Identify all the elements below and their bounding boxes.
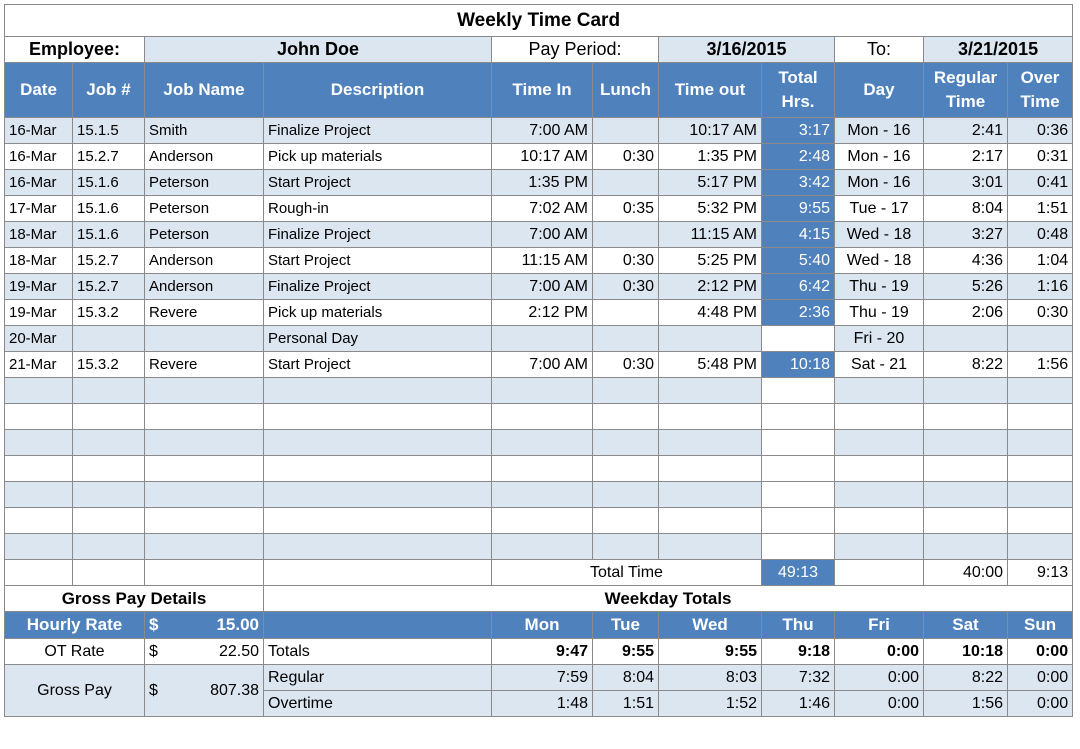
entry-time-in[interactable] [492, 534, 593, 560]
table-row [5, 508, 1073, 534]
entry-lunch[interactable]: 0:30 [593, 248, 659, 274]
entry-job-number[interactable] [73, 326, 145, 352]
entry-description[interactable] [264, 534, 492, 560]
entry-lunch[interactable] [593, 482, 659, 508]
entry-day[interactable] [835, 430, 924, 456]
entry-regular-time[interactable] [924, 378, 1008, 404]
entry-job-number[interactable]: 15.2.7 [73, 144, 145, 170]
ot-rate-label: OT Rate [5, 639, 145, 665]
weekday-header-fri: Fri [835, 612, 924, 639]
weekday-header-thu: Thu [762, 612, 835, 639]
table-row [5, 534, 1073, 560]
entry-time-in[interactable]: 7:00 AM [492, 118, 593, 144]
entry-description[interactable] [264, 430, 492, 456]
weekday-regular-fri: 0:00 [835, 665, 924, 691]
entry-day[interactable] [835, 482, 924, 508]
entry-time-out[interactable] [659, 534, 762, 560]
table-row [5, 326, 1073, 352]
entry-lunch[interactable] [593, 456, 659, 482]
entry-job-number[interactable]: 15.1.6 [73, 170, 145, 196]
entry-total-hours[interactable] [762, 534, 835, 560]
entry-time-out[interactable]: 5:17 PM [659, 170, 762, 196]
table-row [5, 170, 1073, 196]
entry-total-hours[interactable] [762, 430, 835, 456]
entry-date[interactable] [5, 404, 73, 430]
hourly-rate-cell[interactable] [145, 612, 264, 639]
weekday-overtime-wed: 1:52 [659, 691, 762, 717]
total-blank-cell [264, 560, 492, 586]
entry-date[interactable] [5, 534, 73, 560]
entry-date[interactable]: 16-Mar [5, 118, 73, 144]
weekday-header-sat: Sat [924, 612, 1008, 639]
entry-total-hours[interactable] [762, 378, 835, 404]
entry-job-number[interactable] [73, 534, 145, 560]
table-row [5, 222, 1073, 248]
entry-job-number[interactable] [73, 378, 145, 404]
entry-description[interactable]: Finalize Project [264, 274, 492, 300]
entry-over-time[interactable]: 1:51 [1008, 196, 1073, 222]
entry-regular-time[interactable]: 8:22 [924, 352, 1008, 378]
header-time-out: Time out [659, 63, 762, 118]
entry-description[interactable] [264, 508, 492, 534]
entry-date[interactable] [5, 482, 73, 508]
entry-job-name[interactable] [145, 482, 264, 508]
entry-time-in[interactable]: 7:02 AM [492, 196, 593, 222]
entry-total-hours[interactable]: 6:42 [762, 274, 835, 300]
entry-time-out[interactable]: 10:17 AM [659, 118, 762, 144]
entry-day[interactable]: Thu - 19 [835, 300, 924, 326]
weekday-regular-sat: 8:22 [924, 665, 1008, 691]
header-time-in: Time In [492, 63, 593, 118]
entry-day[interactable]: Tue - 17 [835, 196, 924, 222]
entry-time-in[interactable]: 7:00 AM [492, 222, 593, 248]
pay-period-label: Pay Period: [492, 37, 659, 63]
entry-job-number[interactable] [73, 508, 145, 534]
gross-pay-label: Gross Pay [5, 665, 145, 717]
entry-time-out[interactable]: 5:32 PM [659, 196, 762, 222]
ot-rate-value: 22.50 [218, 642, 259, 660]
entry-time-out[interactable] [659, 456, 762, 482]
entry-lunch[interactable] [593, 508, 659, 534]
entry-lunch[interactable] [593, 222, 659, 248]
weekday-totals-label: Weekday Totals [264, 586, 1073, 612]
entry-time-in[interactable] [492, 326, 593, 352]
entry-time-in[interactable] [492, 482, 593, 508]
entry-job-number[interactable] [73, 430, 145, 456]
entry-regular-time[interactable]: 3:01 [924, 170, 1008, 196]
entry-over-time[interactable]: 1:04 [1008, 248, 1073, 274]
weekday-regular-wed: 8:03 [659, 665, 762, 691]
entry-date[interactable]: 18-Mar [5, 248, 73, 274]
entry-time-out[interactable]: 4:48 PM [659, 300, 762, 326]
entry-time-out[interactable] [659, 326, 762, 352]
entry-job-name[interactable] [145, 456, 264, 482]
header-job-name: Job Name [145, 63, 264, 118]
entry-date[interactable]: 20-Mar [5, 326, 73, 352]
entry-time-in[interactable]: 7:00 AM [492, 352, 593, 378]
entry-regular-time[interactable] [924, 430, 1008, 456]
table-row [5, 196, 1073, 222]
entry-job-name[interactable]: Anderson [145, 274, 264, 300]
entry-regular-time[interactable]: 4:36 [924, 248, 1008, 274]
entry-date[interactable]: 16-Mar [5, 144, 73, 170]
weekday-overtime-tue: 1:51 [593, 691, 659, 717]
entry-total-hours[interactable]: 4:15 [762, 222, 835, 248]
entry-day[interactable] [835, 378, 924, 404]
entry-time-out[interactable]: 11:15 AM [659, 222, 762, 248]
entry-time-out[interactable] [659, 404, 762, 430]
weekday-regular-thu: 7:32 [762, 665, 835, 691]
table-row [5, 404, 1073, 430]
weekday-total-sun: 0:00 [1008, 639, 1073, 665]
entry-time-out[interactable] [659, 430, 762, 456]
gross-pay-details-label: Gross Pay Details [5, 586, 264, 612]
entry-over-time[interactable]: 1:56 [1008, 352, 1073, 378]
table-row [5, 274, 1073, 300]
header-day: Day [835, 63, 924, 118]
header-lunch: Lunch [593, 63, 659, 118]
entry-job-name[interactable]: Anderson [145, 144, 264, 170]
entry-job-number[interactable]: 15.1.6 [73, 222, 145, 248]
entry-day[interactable]: Wed - 18 [835, 222, 924, 248]
table-row [5, 378, 1073, 404]
weekday-total-sat: 10:18 [924, 639, 1008, 665]
entry-date[interactable]: 19-Mar [5, 300, 73, 326]
entry-date[interactable] [5, 430, 73, 456]
hourly-rate-value: 15.00 [216, 615, 259, 634]
weekday-overtime-thu: 1:46 [762, 691, 835, 717]
total-blank-cell [835, 560, 924, 586]
entry-job-number[interactable]: 15.1.5 [73, 118, 145, 144]
entry-over-time[interactable] [1008, 430, 1073, 456]
overtime-label: Overtime [264, 691, 492, 717]
gross-pay-value: 807.38 [210, 681, 259, 699]
entry-description[interactable]: Personal Day [264, 326, 492, 352]
entry-job-name[interactable] [145, 534, 264, 560]
entry-time-in[interactable]: 2:12 PM [492, 300, 593, 326]
entry-time-in[interactable] [492, 378, 593, 404]
weekday-header-wed: Wed [659, 612, 762, 639]
entry-total-hours[interactable]: 9:55 [762, 196, 835, 222]
entry-time-in[interactable] [492, 508, 593, 534]
entry-description[interactable] [264, 456, 492, 482]
entry-lunch[interactable] [593, 430, 659, 456]
entry-job-name[interactable]: Smith [145, 118, 264, 144]
header-job-number: Job # [73, 63, 145, 118]
table-row [5, 352, 1073, 378]
entry-total-hours[interactable]: 2:36 [762, 300, 835, 326]
entry-regular-time[interactable]: 2:06 [924, 300, 1008, 326]
entry-regular-time[interactable]: 3:27 [924, 222, 1008, 248]
entry-day[interactable]: Mon - 16 [835, 144, 924, 170]
entry-job-number[interactable] [73, 456, 145, 482]
table-row [5, 118, 1073, 144]
entry-lunch[interactable] [593, 326, 659, 352]
entry-date[interactable]: 16-Mar [5, 170, 73, 196]
gross-pay-cell [145, 665, 264, 717]
entry-date[interactable] [5, 456, 73, 482]
entry-time-out[interactable] [659, 482, 762, 508]
employee-name[interactable]: John Doe [145, 37, 492, 63]
entry-regular-time[interactable] [924, 534, 1008, 560]
weekday-header-mon: Mon [492, 612, 593, 639]
weekday-total-mon: 9:47 [492, 639, 593, 665]
entry-lunch[interactable] [593, 378, 659, 404]
entry-over-time[interactable]: 0:30 [1008, 300, 1073, 326]
entry-lunch[interactable] [593, 404, 659, 430]
weekday-regular-tue: 8:04 [593, 665, 659, 691]
total-blank-cell [73, 560, 145, 586]
total-regular-value: 40:00 [924, 560, 1008, 586]
entry-day[interactable] [835, 508, 924, 534]
entry-job-name[interactable]: Peterson [145, 196, 264, 222]
entry-description[interactable] [264, 378, 492, 404]
entry-lunch[interactable] [593, 170, 659, 196]
entry-over-time[interactable]: 0:31 [1008, 144, 1073, 170]
entry-time-in[interactable]: 11:15 AM [492, 248, 593, 274]
table-row [5, 430, 1073, 456]
pay-period-start[interactable]: 3/16/2015 [659, 37, 835, 63]
entry-time-in[interactable] [492, 456, 593, 482]
to-label: To: [835, 37, 924, 63]
weekday-overtime-sat: 1:56 [924, 691, 1008, 717]
entry-over-time[interactable] [1008, 326, 1073, 352]
entry-date[interactable]: 17-Mar [5, 196, 73, 222]
weekday-total-tue: 9:55 [593, 639, 659, 665]
entry-total-hours[interactable]: 3:42 [762, 170, 835, 196]
entry-date[interactable] [5, 378, 73, 404]
entry-lunch[interactable]: 0:30 [593, 352, 659, 378]
entry-regular-time[interactable]: 2:41 [924, 118, 1008, 144]
entry-lunch[interactable]: 0:30 [593, 144, 659, 170]
entry-job-name[interactable]: Revere [145, 300, 264, 326]
ot-rate-cell [145, 639, 264, 665]
table-row [5, 248, 1073, 274]
entry-date[interactable]: 21-Mar [5, 352, 73, 378]
entry-regular-time[interactable]: 5:26 [924, 274, 1008, 300]
entry-date[interactable] [5, 508, 73, 534]
weekday-overtime-sun: 0:00 [1008, 691, 1073, 717]
entry-day[interactable]: Fri - 20 [835, 326, 924, 352]
entry-time-out[interactable]: 5:25 PM [659, 248, 762, 274]
entry-regular-time[interactable] [924, 482, 1008, 508]
pay-period-end[interactable]: 3/21/2015 [924, 37, 1073, 63]
header-regular-time: Regular Time [924, 63, 1008, 118]
header-total-hours: Total Hrs. [762, 63, 835, 118]
entry-job-number[interactable]: 15.2.7 [73, 274, 145, 300]
entry-lunch[interactable]: 0:30 [593, 274, 659, 300]
entry-over-time[interactable] [1008, 456, 1073, 482]
entry-job-name[interactable]: Peterson [145, 170, 264, 196]
entry-total-hours[interactable] [762, 326, 835, 352]
totals-label: Totals [264, 639, 492, 665]
regular-label: Regular [264, 665, 492, 691]
entry-total-hours[interactable]: 2:48 [762, 144, 835, 170]
entry-over-time[interactable] [1008, 404, 1073, 430]
entry-job-number[interactable]: 15.3.2 [73, 352, 145, 378]
weekday-overtime-fri: 0:00 [835, 691, 924, 717]
entry-lunch[interactable]: 0:35 [593, 196, 659, 222]
weekday-header-sun: Sun [1008, 612, 1073, 639]
entry-total-hours[interactable] [762, 508, 835, 534]
entry-description[interactable]: Pick up materials [264, 300, 492, 326]
entry-total-hours[interactable]: 3:17 [762, 118, 835, 144]
entry-job-number[interactable] [73, 482, 145, 508]
table-row [5, 144, 1073, 170]
weekday-regular-sun: 0:00 [1008, 665, 1073, 691]
entry-day[interactable]: Thu - 19 [835, 274, 924, 300]
entry-time-in[interactable]: 10:17 AM [492, 144, 593, 170]
hourly-rate-label: Hourly Rate [5, 612, 145, 639]
entry-job-name[interactable] [145, 404, 264, 430]
entry-over-time[interactable] [1008, 378, 1073, 404]
entry-over-time[interactable]: 0:41 [1008, 170, 1073, 196]
entry-job-number[interactable]: 15.2.7 [73, 248, 145, 274]
entry-job-name[interactable]: Peterson [145, 222, 264, 248]
entry-regular-time[interactable] [924, 456, 1008, 482]
entry-description[interactable]: Pick up materials [264, 144, 492, 170]
entry-description[interactable]: Rough-in [264, 196, 492, 222]
header-description: Description [264, 63, 492, 118]
entry-job-name[interactable] [145, 326, 264, 352]
entry-date[interactable]: 19-Mar [5, 274, 73, 300]
entry-description[interactable]: Start Project [264, 170, 492, 196]
entry-over-time[interactable]: 0:36 [1008, 118, 1073, 144]
weekday-overtime-mon: 1:48 [492, 691, 593, 717]
entry-over-time[interactable] [1008, 508, 1073, 534]
entry-regular-time[interactable]: 8:04 [924, 196, 1008, 222]
weekly-time-card [4, 4, 1073, 717]
total-time-label: Total Time [492, 560, 762, 586]
entry-total-hours[interactable] [762, 404, 835, 430]
entry-lunch[interactable] [593, 534, 659, 560]
total-time-value: 49:13 [762, 560, 835, 586]
weekday-total-wed: 9:55 [659, 639, 762, 665]
entry-over-time[interactable] [1008, 482, 1073, 508]
weekday-header-blank [264, 612, 492, 639]
entry-total-hours[interactable] [762, 482, 835, 508]
entry-time-in[interactable] [492, 430, 593, 456]
entry-day[interactable]: Mon - 16 [835, 170, 924, 196]
entry-job-number[interactable] [73, 404, 145, 430]
entry-day[interactable]: Mon - 16 [835, 118, 924, 144]
entry-description[interactable] [264, 482, 492, 508]
entry-total-hours[interactable]: 10:18 [762, 352, 835, 378]
total-blank-cell [145, 560, 264, 586]
entry-description[interactable]: Finalize Project [264, 222, 492, 248]
entry-lunch[interactable] [593, 300, 659, 326]
entry-description[interactable]: Start Project [264, 352, 492, 378]
gross-pay-currency: $ [149, 681, 158, 699]
entry-job-name[interactable] [145, 378, 264, 404]
entry-regular-time[interactable]: 2:17 [924, 144, 1008, 170]
entry-over-time[interactable]: 0:48 [1008, 222, 1073, 248]
entry-job-name[interactable]: Revere [145, 352, 264, 378]
weekday-regular-mon: 7:59 [492, 665, 593, 691]
entry-job-name[interactable] [145, 430, 264, 456]
entry-regular-time[interactable] [924, 404, 1008, 430]
entry-time-in[interactable] [492, 404, 593, 430]
entry-time-in[interactable]: 1:35 PM [492, 170, 593, 196]
entry-time-out[interactable] [659, 378, 762, 404]
entry-job-number[interactable]: 15.3.2 [73, 300, 145, 326]
entry-day[interactable] [835, 534, 924, 560]
ot-rate-currency: $ [149, 642, 158, 660]
entry-over-time[interactable]: 1:16 [1008, 274, 1073, 300]
entry-description[interactable] [264, 404, 492, 430]
entry-time-in[interactable]: 7:00 AM [492, 274, 593, 300]
entry-regular-time[interactable] [924, 326, 1008, 352]
table-row [5, 456, 1073, 482]
total-overtime-value: 9:13 [1008, 560, 1073, 586]
table-row [5, 300, 1073, 326]
weekday-header-tue: Tue [593, 612, 659, 639]
entry-total-hours[interactable]: 5:40 [762, 248, 835, 274]
entry-date[interactable]: 18-Mar [5, 222, 73, 248]
hourly-rate-currency: $ [149, 615, 159, 634]
entry-total-hours[interactable] [762, 456, 835, 482]
weekday-total-thu: 9:18 [762, 639, 835, 665]
entry-day[interactable] [835, 404, 924, 430]
entry-time-out[interactable]: 2:12 PM [659, 274, 762, 300]
time-card-title: Weekly Time Card [5, 5, 1073, 37]
entry-job-number[interactable]: 15.1.6 [73, 196, 145, 222]
entry-day[interactable] [835, 456, 924, 482]
entry-lunch[interactable] [593, 118, 659, 144]
table-row [5, 482, 1073, 508]
total-blank-cell [5, 560, 73, 586]
header-date: Date [5, 63, 73, 118]
weekday-total-fri: 0:00 [835, 639, 924, 665]
entry-over-time[interactable] [1008, 534, 1073, 560]
employee-label: Employee: [5, 37, 145, 63]
header-over-time: Over Time [1008, 63, 1073, 118]
entry-time-out[interactable]: 1:35 PM [659, 144, 762, 170]
entry-day[interactable]: Sat - 21 [835, 352, 924, 378]
entry-job-name[interactable] [145, 508, 264, 534]
entry-time-out[interactable]: 5:48 PM [659, 352, 762, 378]
entry-day[interactable]: Wed - 18 [835, 248, 924, 274]
entry-time-out[interactable] [659, 508, 762, 534]
entry-description[interactable]: Finalize Project [264, 118, 492, 144]
entry-regular-time[interactable] [924, 508, 1008, 534]
entry-job-name[interactable]: Anderson [145, 248, 264, 274]
entry-description[interactable]: Start Project [264, 248, 492, 274]
